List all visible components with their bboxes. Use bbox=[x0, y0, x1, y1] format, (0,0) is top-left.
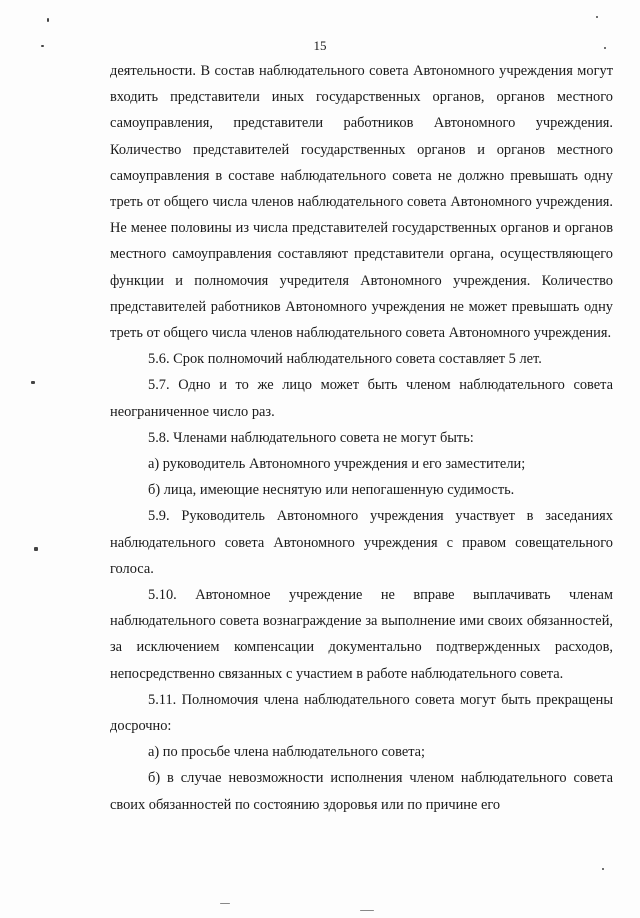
scan-speck bbox=[34, 547, 38, 551]
scan-speck bbox=[604, 47, 606, 49]
list-item-5-11-b: б) в случае невозможности исполнения членом наблюдательного совета своих обязанностей по состоянию здоровья или по причине его bbox=[110, 770, 613, 813]
paragraph-5-6: 5.6. Срок полномочий наблюдательного совета составляет 5 лет. bbox=[148, 351, 542, 368]
paragraph-5-8: 5.8. Членами наблюдательного совета не могут быть: bbox=[148, 429, 474, 446]
paragraph-continuation: деятельности. В состав наблюдательного совета Автономного учреждения могут входить представители иных государственных органов, органов местного самоуправления, представители работников Автономного учреждения. Количество представителей государственных органов и органов местного самоуправления в составе наблюдательного совета не должно превышать одну треть от общего числа членов наблюдательного совета Автономного учреждения. Не менее половины из числа представителей государственных органов и органов местного самоуправления составляют представители органа, осуществляющего функции и полномочия учредителя Автономного учреждения. Количество представителей работников Автономного учреждения не может превышать одну треть от общего числа членов наблюдательного совета Автономного учреждения. bbox=[110, 63, 613, 342]
scan-speck bbox=[360, 910, 374, 911]
scan-speck bbox=[220, 903, 230, 904]
paragraph-5-9: 5.9. Руководитель Автономного учреждения участвует в заседаниях наблюдательного совета Автономного учреждения с правом совещательного голоса. bbox=[110, 508, 613, 577]
list-item-5-11-a: а) по просьбе члена наблюдательного совета; bbox=[148, 744, 426, 761]
scan-speck bbox=[47, 18, 49, 22]
list-item-5-8-a: а) руководитель Автономного учреждения и его заместители; bbox=[148, 456, 526, 473]
scan-speck bbox=[602, 868, 604, 870]
list-item-5-8-b: б) лица, имеющие неснятую или непогашенную судимость. bbox=[148, 482, 515, 499]
scan-speck bbox=[31, 381, 35, 384]
scan-speck bbox=[596, 16, 598, 18]
scan-speck bbox=[41, 45, 44, 47]
document-body bbox=[110, 58, 613, 818]
page-number: 15 bbox=[313, 38, 327, 53]
paragraph-5-7: 5.7. Одно и то же лицо может быть членом наблюдательного совета неограниченное число раз. bbox=[110, 377, 613, 420]
paragraph-5-10: 5.10. Автономное учреждение не вправе выплачивать членам наблюдательного совета вознаграждение за выполнение ими своих обязанностей, за исключением компенсации документально подтвержденных расходов, непосредственно связанных с участием в работе наблюдательного совета. bbox=[110, 587, 613, 682]
paragraph-5-11: 5.11. Полномочия члена наблюдательного совета могут быть прекращены досрочно: bbox=[110, 691, 613, 735]
